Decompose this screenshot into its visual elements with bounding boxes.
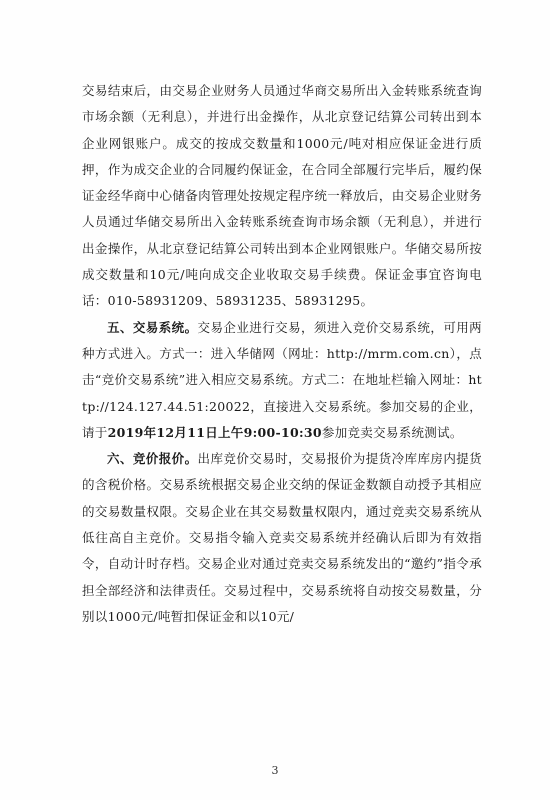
test-date-text: 2019年12月11日上午9:00-10:30	[107, 424, 322, 440]
paragraph-trading-system	[82, 315, 482, 446]
trading-system-text: 交易企业进行交易，须进入竞价交易系统，可用两种方式进入。方式一：进入华储网（网址：http://mrm.com.cn），点击“竞价交易系统”进入相应交易系统。方式二：在地址栏输入网址：http://124.127.44.51:20022，直接进入交易系统。参加交易的企业，请于	[82, 319, 482, 440]
section-heading-trading-system: 五、交易系统。	[107, 319, 198, 335]
trading-system-text-end: 参加竞卖交易系统测试。	[321, 424, 463, 440]
paragraph-bidding	[82, 446, 482, 630]
paragraph-settlement-text: 交易结束后，由交易企业财务人员通过华商交易所出入金转账系统查询市场余额（无利息），并进行出金操作，从北京登记结算公司转出到本企业网银账户。成交的按成交数量和1000元/吨对相应保证金进行质押，作为成交企业的合同履约保证金，在合同全部履行完毕后，履约保证金经华商中心储备肉管理处按规定程序统一释放后，由交易企业财务人员通过华储交易所出入金转账系统查询市场余额（无利息），并进行出金操作，从北京登记结算公司转出到本企业网银账户。华储交易所按成交数量和10元/吨向成交企业收取交易手续费。保证金事宜咨询电话：010-58931209、58931235、58931295。	[82, 83, 482, 309]
document-body	[82, 78, 482, 630]
bidding-text: 出库竞价交易时，交易报价为提货冷库库房内提货的含税价格。交易系统根据交易企业交纳的保证金数额自动授予其相应的交易数量权限。交易企业在其交易数量权限内，通过竞卖交易系统从低往高自主竞价。交易指令输入竞卖交易系统并经确认后即为有效指令，自动计时存档。交易企业对通过竞卖交易系统发出的“邀约”指令承担全部经济和法律责任。交易过程中，交易系统将自动按交易数量，分别以1000元/吨暂扣保证金和以10元/	[82, 451, 482, 624]
page-number: 3	[271, 764, 279, 777]
paragraph-settlement	[82, 78, 482, 315]
section-heading-bidding: 六、竞价报价。	[107, 451, 198, 467]
